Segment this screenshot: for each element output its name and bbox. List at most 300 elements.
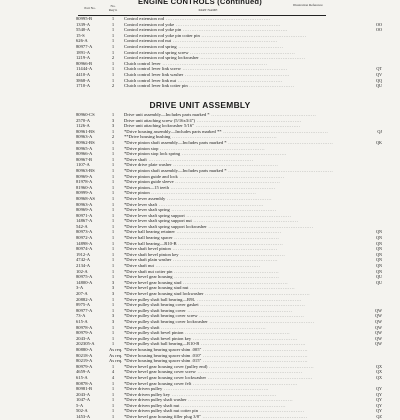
quantity-required: 1 bbox=[111, 251, 115, 257]
quantity-required: 1 bbox=[111, 380, 115, 386]
part-number: 81978-A bbox=[76, 179, 93, 185]
quantity-required: 3 bbox=[111, 117, 115, 123]
quantity-required: 1 bbox=[111, 38, 115, 44]
part-number: 80965-A bbox=[76, 145, 93, 151]
illustration-reference: QN bbox=[375, 251, 382, 257]
part-number: 3868-A bbox=[76, 77, 91, 83]
quantity-required: As req. bbox=[109, 352, 123, 358]
leader-dots: ............................................................ bbox=[160, 60, 268, 66]
quantity-required: 1 bbox=[111, 49, 115, 55]
part-name-text: *Drive bevel gear housing filler plug 3/8" bbox=[124, 414, 201, 420]
quantity-required: 1 bbox=[111, 223, 115, 229]
quantity-required: 1 bbox=[111, 162, 115, 168]
illustration-reference: QW bbox=[375, 313, 382, 319]
quantity-required: 2 bbox=[111, 55, 115, 61]
leader-dots: ............................................................ bbox=[195, 117, 302, 123]
part-name-text: *Drive lever shaft spring bbox=[124, 207, 170, 213]
leader-dots: ............................................................ bbox=[201, 358, 309, 364]
leader-dots: ............................................................ bbox=[173, 179, 281, 185]
leader-dots: ............................................................ bbox=[176, 77, 283, 83]
quantity-required: 3 bbox=[111, 279, 115, 285]
leader-dots: ............................................................ bbox=[153, 263, 261, 269]
leader-dots: ............................................................ bbox=[226, 139, 334, 145]
quantity-required: 2 bbox=[111, 134, 115, 140]
leader-dots: ............................................................ bbox=[178, 251, 286, 257]
table-row bbox=[76, 83, 382, 89]
part-name-text: *Drive housing bearing spacer shim .005" bbox=[124, 346, 202, 352]
part-number: 80973-A bbox=[76, 229, 93, 235]
part-name-text: Control extension rod yoke pin cotter pin bbox=[124, 32, 200, 38]
quantity-required: 1 bbox=[111, 341, 115, 347]
quantity-required: 1 bbox=[111, 246, 115, 252]
part-number: 80963-A bbox=[76, 201, 93, 207]
leader-dots: ............................................................ bbox=[184, 212, 292, 218]
quantity-required: 1 bbox=[111, 257, 115, 263]
part-name-text: *Drive bevel gear housing bbox=[124, 274, 173, 280]
part-name-text: *Drive bevel gear housing cover screw bbox=[124, 369, 196, 375]
part-name-text: Drive unit attaching lockwasher 5/16" bbox=[124, 123, 194, 129]
quantity-required: 1 bbox=[111, 307, 115, 313]
quantity-required: 1 bbox=[111, 179, 115, 185]
part-name-text: *Drive driven pulley shaft nut cotter pin bbox=[124, 408, 198, 414]
part-number: 80972-A bbox=[76, 235, 93, 241]
quantity-required: 1 bbox=[111, 16, 115, 21]
part-name-text: *Drive pulley shaft bearing cover screw bbox=[124, 313, 198, 319]
leader-dots: ............................................................ bbox=[170, 391, 277, 397]
quantity-required: 1 bbox=[111, 335, 115, 341]
quantity-required: As req. bbox=[109, 358, 123, 364]
illustration-reference: QY bbox=[375, 391, 382, 397]
illustration-reference: QW bbox=[375, 341, 382, 347]
part-name-text: *Drive shaft bbox=[124, 156, 147, 162]
illustration-reference: QU bbox=[375, 274, 382, 280]
part-number: 2043-A bbox=[76, 391, 91, 397]
part-name-text: *Drive lever shaft spring support nut bbox=[124, 218, 192, 224]
leader-dots: ............................................................ bbox=[186, 397, 294, 403]
quantity-required: 1 bbox=[111, 296, 115, 302]
leader-dots: ............................................................ bbox=[206, 374, 313, 380]
leader-dots: ............................................................ bbox=[198, 302, 306, 308]
quantity-required: 1 bbox=[111, 184, 115, 190]
part-name-text: Control extension rod spring screw bbox=[124, 49, 189, 55]
part-name-text: *Drive drive plate washer bbox=[124, 162, 172, 168]
leader-dots: ............................................................ bbox=[191, 218, 299, 224]
part-name-text: *Drive housing bearing spacer shim .015" bbox=[124, 358, 202, 364]
quantity-required: 1 bbox=[111, 195, 115, 201]
leader-dots: ............................................................ bbox=[187, 83, 295, 89]
leader-dots: ............................................................ bbox=[195, 369, 303, 375]
quantity-required: 1 bbox=[111, 128, 115, 134]
quantity-required: 1 bbox=[111, 66, 115, 72]
part-number: 80962-BS bbox=[76, 139, 95, 145]
quantity-required: 1 bbox=[111, 207, 115, 213]
leader-dots: ............................................................ bbox=[188, 285, 296, 291]
illustration-reference: QY bbox=[375, 402, 382, 408]
quantity-required: 1 bbox=[111, 229, 115, 235]
leader-dots: ............................................................ bbox=[198, 55, 306, 61]
part-name-text: Control extension rod yoke bbox=[124, 21, 175, 27]
quantity-required: 1 bbox=[111, 151, 115, 157]
leader-dots: ............................................................ bbox=[191, 380, 298, 386]
part-name-text: *Drive pulley shaft bearing cover lockwasher bbox=[124, 318, 208, 324]
part-number: 80878-A bbox=[76, 380, 93, 386]
leader-dots: ............................................................ bbox=[195, 296, 302, 302]
part-number: 80981-B bbox=[76, 386, 93, 392]
leader-dots: ............................................................ bbox=[174, 229, 282, 235]
part-name-text: *Drive shaft nut cotter pin bbox=[124, 268, 173, 274]
part-number: 626-A bbox=[76, 38, 88, 44]
illustration-reference: QW bbox=[375, 307, 382, 313]
leader-dots: ............................................................ bbox=[203, 291, 311, 296]
quantity-required: 1 bbox=[111, 263, 115, 269]
part-number: 81960-A bbox=[76, 184, 93, 190]
leader-dots: ............................................................ bbox=[171, 38, 278, 44]
part-name-text: *Drive bevel gear housing cover (pulley end) bbox=[124, 363, 208, 369]
illustration-reference: QW bbox=[375, 318, 382, 324]
part-name-text: *Drive pulley shaft bevel pinion bbox=[124, 330, 184, 336]
leader-dots: ............................................................ bbox=[183, 330, 291, 336]
part-number: 3-A bbox=[76, 285, 84, 291]
part-number: 1047-A bbox=[76, 397, 91, 403]
part-number: 80974-A bbox=[76, 246, 93, 252]
quantity-required: 1 bbox=[111, 21, 115, 27]
part-number: 80219-A bbox=[76, 358, 93, 364]
part-number: 1339-A bbox=[76, 21, 91, 27]
part-name-text: **Drive housing bushing bbox=[124, 134, 171, 140]
illustration-reference: QN bbox=[375, 229, 382, 235]
part-name-text: Clutch control lever link washer bbox=[124, 71, 184, 77]
illustration-reference: QX bbox=[375, 374, 382, 380]
part-number: 80218-A bbox=[76, 352, 93, 358]
part-name-text: *Drive lever shaft spring support bbox=[124, 212, 185, 218]
leader-dots: ............................................................ bbox=[198, 408, 305, 414]
leader-dots: ............................................................ bbox=[172, 274, 280, 280]
quantity-required: 1 bbox=[111, 386, 115, 392]
leader-dots: ............................................................ bbox=[149, 190, 257, 196]
column-header-qty: No. Req'd. bbox=[108, 4, 118, 12]
table-row bbox=[76, 414, 382, 420]
part-number: 207-A bbox=[76, 291, 88, 296]
column-header-part-no: Part No. bbox=[84, 6, 96, 10]
quantity-required: 1 bbox=[111, 302, 115, 308]
illustration-reference: QZ bbox=[376, 414, 382, 420]
quantity-required: 1 bbox=[111, 397, 115, 403]
leader-dots: ............................................................ bbox=[191, 335, 298, 341]
leader-dots: ............................................................ bbox=[207, 318, 315, 324]
part-number: 615-A bbox=[76, 318, 88, 324]
leader-dots: ............................................................ bbox=[180, 151, 287, 157]
leader-dots: ............................................................ bbox=[174, 21, 281, 27]
quantity-required: 1 bbox=[111, 268, 115, 274]
part-name-text: *Drive ball bearing retainer bbox=[124, 229, 175, 235]
part-number: 80966-B bbox=[76, 60, 93, 66]
part-name-text: *Drive pinion stop lock spring bbox=[124, 151, 181, 157]
part-number: 14800-A bbox=[76, 279, 93, 285]
part-number: 8975-A bbox=[76, 302, 91, 308]
part-name-text: *Drive bevel gear housing stud lockwasher bbox=[124, 291, 204, 296]
leader-dots: ............................................................ bbox=[172, 235, 280, 241]
part-number: 80977-A bbox=[76, 43, 93, 49]
part-number: 80961-BS bbox=[76, 128, 95, 134]
part-name-text: *Drive pinion shaft assembly—Includes parts marked * bbox=[124, 167, 227, 173]
part-name-text: *Drive driven pulley bbox=[124, 386, 163, 392]
leader-dots: ............................................................ bbox=[177, 173, 285, 179]
part-name-text: *Drive pulley shaft bbox=[124, 324, 160, 330]
part-number: 2043-A bbox=[76, 335, 91, 341]
part-number: 4410-A bbox=[76, 71, 91, 77]
part-name-text: Clutch control lever link nut bbox=[124, 77, 177, 83]
illustration-reference: QN bbox=[375, 257, 382, 263]
leader-dots: ............................................................ bbox=[199, 341, 306, 347]
part-name-text: *Drive pinion guide and lock bbox=[124, 173, 178, 179]
leader-dots: ............................................................ bbox=[181, 279, 289, 285]
section-title-engine-controls: ENGINE CONTROLS (Continued) bbox=[138, 0, 262, 6]
illustration-reference: OO bbox=[375, 21, 382, 27]
part-name-text: *Drive pulley shaft bearing cover gasket bbox=[124, 302, 199, 308]
quantity-required: 1 bbox=[111, 139, 115, 145]
illustration-reference: QW bbox=[375, 335, 382, 341]
quantity-required: 1 bbox=[111, 201, 115, 207]
leader-dots: ............................................................ bbox=[194, 123, 301, 129]
leader-dots: ............................................................ bbox=[170, 134, 278, 140]
quantity-required: 4 bbox=[111, 374, 115, 380]
part-number: 2570-A bbox=[76, 117, 91, 123]
quantity-required: 1 bbox=[111, 363, 115, 369]
part-number: 4742-A bbox=[76, 257, 91, 263]
part-number: 1219-A bbox=[76, 55, 91, 61]
leader-dots: ............................................................ bbox=[170, 246, 278, 252]
part-number: 11444-A bbox=[76, 66, 93, 72]
leader-dots: ............................................................ bbox=[183, 71, 290, 77]
illustration-reference: QW bbox=[375, 330, 382, 336]
illustration-reference: QK bbox=[375, 139, 382, 145]
part-name-text: *Drive ball bearing—R10-B bbox=[124, 240, 177, 246]
leader-dots: ............................................................ bbox=[162, 386, 269, 392]
part-number: 80968-AS bbox=[76, 195, 95, 201]
part-number: 80977-A bbox=[76, 307, 93, 313]
quantity-required: 1 bbox=[111, 60, 115, 66]
quantity-required: 1 bbox=[111, 330, 115, 336]
illustration-reference: QY bbox=[375, 408, 382, 414]
part-number: 80967-B bbox=[76, 156, 93, 162]
leader-dots: ............................................................ bbox=[200, 414, 308, 420]
leader-dots: ............................................................ bbox=[179, 402, 287, 408]
quantity-required: 3 bbox=[111, 313, 115, 319]
part-name-text: *Drive lever shaft bbox=[124, 201, 158, 207]
illustration-reference: QT bbox=[376, 66, 382, 72]
leader-dots: ............................................................ bbox=[201, 346, 309, 352]
quantity-required: 3 bbox=[111, 123, 115, 129]
quantity-required: 1 bbox=[111, 274, 115, 280]
part-name-text: Control extension rod spring lockwasher bbox=[124, 55, 199, 61]
part-number: 1912-A bbox=[76, 251, 91, 257]
part-number: 5-A bbox=[76, 402, 84, 408]
quantity-required: 1 bbox=[111, 156, 115, 162]
part-number: 14867-A bbox=[76, 218, 93, 224]
part-name-text: Drive unit attaching screw (5/16x3/4") bbox=[124, 117, 196, 123]
part-name-text: *Drive pinion shaft assembly—Includes parts marked * bbox=[124, 139, 227, 145]
quantity-required: 1 bbox=[111, 145, 115, 151]
part-name-text: *Drive bevel gear housing cover felt bbox=[124, 380, 192, 386]
leader-dots: ............................................................ bbox=[171, 162, 279, 168]
part-name-text: *Drive pulley shaft bevel pinion key bbox=[124, 335, 192, 341]
part-number: 1107-A bbox=[76, 162, 90, 168]
part-name bbox=[124, 414, 308, 420]
quantity-required: 1 bbox=[111, 408, 115, 414]
quantity-required: 1 bbox=[111, 240, 115, 246]
quantity-required: 1 bbox=[111, 190, 115, 196]
part-name-text: *Drive housing bearing spacer shim .010" bbox=[124, 352, 202, 358]
illustration-reference: QX bbox=[375, 363, 382, 369]
quantity-required: 1 bbox=[111, 27, 115, 33]
illustration-reference: QN bbox=[375, 240, 382, 246]
part-name-text: *Drive shaft plain washer bbox=[124, 257, 172, 263]
illustration-reference: QY bbox=[375, 386, 382, 392]
part-number: 80880-A bbox=[76, 346, 93, 352]
illustration-reference: QN bbox=[375, 263, 382, 269]
column-header-illustration-ref: Illustration Reference bbox=[293, 3, 323, 7]
part-number: 73-A bbox=[76, 313, 86, 319]
leader-dots: ............................................................ bbox=[209, 112, 317, 117]
quantity-required: 1 bbox=[111, 235, 115, 241]
leader-dots: ............................................................ bbox=[176, 43, 284, 49]
part-number: 542-A bbox=[76, 223, 88, 229]
illustration-reference: QJ bbox=[377, 128, 382, 134]
part-name-text: *Drive pulley shaft bearing cover bbox=[124, 307, 186, 313]
part-name-text: Clutch control lever bbox=[124, 60, 161, 66]
illustration-reference: QN bbox=[375, 235, 382, 241]
leader-dots: ............................................................ bbox=[201, 352, 309, 358]
part-name-text: Control extension rod nut bbox=[124, 38, 172, 44]
quantity-required: 3 bbox=[111, 318, 115, 324]
quantity-required: 4 bbox=[111, 369, 115, 375]
part-name-text: Control extension rod yoke pin bbox=[124, 27, 182, 33]
part-name-text: *Drive driven pulley shaft nut bbox=[124, 402, 180, 408]
quantity-required: 1 bbox=[111, 32, 115, 38]
leader-dots: ............................................................ bbox=[206, 223, 314, 229]
illustration-reference: QU bbox=[375, 279, 382, 285]
quantity-required: 3 bbox=[111, 285, 115, 291]
part-name-text: *Drive pinion stop bbox=[124, 145, 159, 151]
part-number: 80975-A bbox=[76, 274, 93, 280]
part-number: 80969-A bbox=[76, 207, 93, 213]
quantity-required: 1 bbox=[111, 173, 115, 179]
part-number: 20882-A bbox=[76, 296, 93, 302]
part-number: 1710-A bbox=[76, 83, 91, 89]
leader-dots: ............................................................ bbox=[168, 184, 276, 190]
part-number: 502-A bbox=[76, 408, 88, 414]
part-number: 80971-A bbox=[76, 212, 93, 218]
leader-dots: ............................................................ bbox=[180, 66, 288, 72]
illustration-reference: QX bbox=[375, 369, 382, 375]
leader-dots: ............................................................ bbox=[164, 16, 271, 21]
illustration-reference: QU bbox=[375, 83, 382, 89]
section-title-drive-unit: DRIVE UNIT ASSEMBLY bbox=[149, 100, 251, 110]
part-number: 80999-A bbox=[76, 190, 93, 196]
part-number: 80995-B bbox=[76, 16, 93, 21]
quantity-required: 1 bbox=[111, 77, 115, 83]
part-name-text: *Drive pulley shaft ball bearing—R9L bbox=[124, 296, 196, 302]
part-number: 102-A bbox=[76, 268, 88, 274]
quantity-required: 3 bbox=[111, 291, 115, 296]
part-name-text: *Drive lever shaft spring support lockwasher bbox=[124, 223, 207, 229]
quantity-required: 1 bbox=[111, 212, 115, 218]
leader-dots: ............................................................ bbox=[158, 145, 266, 151]
quantity-required: 1 bbox=[111, 167, 115, 173]
part-name-text: *Drive bevel gear housing stud bbox=[124, 279, 182, 285]
illustration-reference: QV bbox=[375, 71, 382, 77]
leader-dots: ............................................................ bbox=[146, 156, 254, 162]
part-number: 80978-A bbox=[76, 324, 93, 330]
leader-dots: ............................................................ bbox=[176, 240, 284, 246]
illustration-reference: QW bbox=[375, 324, 382, 330]
part-name-text: Clutch control lever link screw bbox=[124, 66, 181, 72]
part-number: 14898-A bbox=[76, 240, 93, 246]
illustration-reference: QY bbox=[375, 397, 382, 403]
part-name-text: *Drive driven pulley key bbox=[124, 391, 171, 397]
part-name-text: *Drive shaft nut bbox=[124, 263, 154, 269]
part-name-text: Control extension rod spring bbox=[124, 43, 177, 49]
part-name-text: *Drive pinion guide sleeve bbox=[124, 179, 174, 185]
illustration-reference: QN bbox=[375, 268, 382, 274]
engine-controls-parts-list bbox=[76, 16, 382, 89]
part-number: 80963-BS bbox=[76, 167, 95, 173]
part-name-text: *Drive driven pulley shaft washer bbox=[124, 397, 187, 403]
part-number: 80979-A bbox=[76, 363, 93, 369]
part-number: 1891-A bbox=[76, 49, 91, 55]
quantity-required: 1 bbox=[111, 402, 115, 408]
column-header-part-name: PART NAME bbox=[198, 8, 218, 12]
leader-dots: ............................................................ bbox=[157, 201, 264, 207]
leader-dots: ............................................................ bbox=[172, 268, 280, 274]
part-number: 80979-A bbox=[76, 330, 93, 336]
leader-dots: ............................................................ bbox=[165, 195, 272, 201]
part-name-text: *Drive bevel gear housing cover lockwasher bbox=[124, 374, 207, 380]
part-number: 5540-A bbox=[76, 27, 91, 33]
part-number: 4659-A bbox=[76, 369, 91, 375]
part-number: 80960-CS bbox=[76, 112, 95, 117]
quantity-required: 1 bbox=[111, 112, 115, 117]
leader-dots: ............................................................ bbox=[171, 257, 278, 263]
illustration-reference: QN bbox=[375, 246, 382, 252]
part-name-text: Clutch control lever link cotter pin bbox=[124, 83, 188, 89]
drive-unit-parts-list bbox=[76, 112, 382, 420]
quantity-required: 1 bbox=[111, 324, 115, 330]
leader-dots: ............................................................ bbox=[197, 313, 305, 319]
part-number: 2134-A bbox=[76, 263, 91, 269]
quantity-required: 1 bbox=[111, 391, 115, 397]
quantity-required: 1 bbox=[111, 414, 115, 420]
part-number: 15-S bbox=[76, 32, 85, 38]
part-number: 202305-A bbox=[76, 341, 95, 347]
part-name-text: *Drive shaft bevel pinion key bbox=[124, 251, 179, 257]
part-number: 615-A bbox=[76, 374, 88, 380]
quantity-required: 2 bbox=[111, 83, 115, 89]
part-name-text: *Drive pulley shaft ball bearing—R10-B bbox=[124, 341, 200, 347]
leader-dots: ............................................................ bbox=[199, 32, 307, 38]
part-name-text: *Drive housing assembly—Includes parts marked ** bbox=[124, 128, 222, 134]
quantity-required: 1 bbox=[111, 71, 115, 77]
part-name-text: Control extension rod bbox=[124, 16, 165, 21]
part-number: 80966-A bbox=[76, 151, 93, 157]
quantity-required: As req. bbox=[109, 346, 123, 352]
leader-dots: ............................................................ bbox=[221, 128, 329, 134]
leader-dots: ............................................................ bbox=[159, 324, 267, 330]
part-number: 1453-A bbox=[76, 414, 91, 420]
illustration-reference: QQ bbox=[375, 77, 382, 83]
part-number: 80969-A bbox=[76, 173, 93, 179]
part-name bbox=[124, 83, 295, 89]
